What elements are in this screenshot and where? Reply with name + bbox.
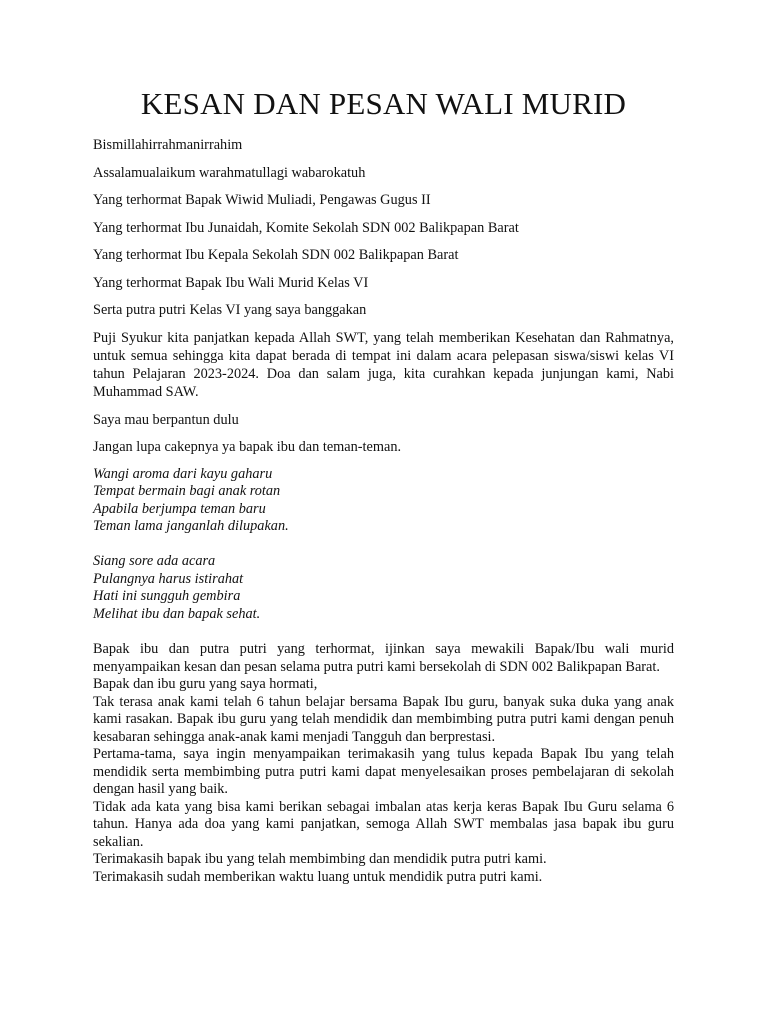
salutation-pengawas: Yang terhormat Bapak Wiwid Muliadi, Pengawas Gugus II — [93, 192, 431, 208]
opening-paragraph: Puji Syukur kita panjatkan kepada Allah SWT, yang telah memberikan Kesehatan dan Rahmatnya, untuk semua sehingga kita dapat berada di tempat ini dalam acara pelepasan siswa/siswi kelas VI tahun Pelajaran 2023-2024. Doa dan salam juga, kita curahkan kepada junjungan kami, Nabi Muhammad SAW. — [93, 329, 674, 400]
pantun-line: Pulangnya harus istirahat — [93, 570, 244, 587]
pantun-line: Teman lama janganlah dilupakan. — [93, 518, 289, 534]
pantun-line: Siang sore ada acara — [93, 553, 216, 569]
pantun-stanza-1 — [93, 466, 674, 536]
body-paragraph-ijinkan: Bapak ibu dan putra putri yang terhormat, ijinkan saya mewakili Bapak/Ibu wali murid menyampaikan kesan dan pesan selama putra putri kami bersekolah di SDN 002 Balikpapan Barat. — [93, 641, 674, 675]
pantun-stanza-2 — [93, 553, 674, 623]
pantun-line: Wangi aroma dari kayu gaharu — [93, 465, 273, 482]
body-paragraph-tak-terasa: Tak terasa anak kami telah 6 tahun belajar bersama Bapak Ibu guru, banyak suka duka yang anak kami rasakan. Bapak ibu guru yang telah mendidik dan membimbing putra putri kami dengan penuh kesabaran sehingga anak-anak kami menjadi Tangguh dan berprestasi. — [93, 693, 674, 745]
salutation-greeting: Assalamualaikum warahmatullagi wabarokatuh — [93, 164, 366, 181]
salutation-wali-murid: Yang terhormat Bapak Ibu Wali Murid Kelas VI — [93, 274, 369, 291]
salutation-basmalah: Bismillahirrahmanirrahim — [93, 137, 243, 153]
body-paragraph-tidak-ada-kata: Tidak ada kata yang bisa kami berikan sebagai imbalan atas kerja keras Bapak Ibu Guru selama 6 tahun. Hanya ada doa yang kami panjatkan, semoga Allah SWT membalas jasa bapak ibu guru sekalian. — [93, 798, 674, 850]
document-title: KESAN DAN PESAN WALI MURID — [140, 86, 627, 121]
pantun-line: Tempat bermain bagi anak rotan — [93, 483, 281, 499]
pantun-intro-2: Jangan lupa cakepnya ya bapak ibu dan teman-teman. — [93, 439, 402, 455]
body-paragraph-pertama: Pertama-tama, saya ingin menyampaikan terimakasih yang tulus kepada Bapak Ibu yang telah mendidik serta membimbing putra putri kami dapat menyelesaikan proses pembelajaran di sekolah dengan hasil yang baik. — [93, 746, 674, 797]
salutation-komite: Yang terhormat Ibu Junaidah, Komite Sekolah SDN 002 Balikpapan Barat — [93, 219, 519, 236]
body-paragraph-terimakasih-1: Terimakasih bapak ibu yang telah membimbing dan mendidik putra putri kami. — [93, 851, 547, 867]
salutation-putra-putri: Serta putra putri Kelas VI yang saya banggakan — [93, 302, 367, 318]
body-paragraph-hormati: Bapak dan ibu guru yang saya hormati, — [93, 676, 318, 692]
body-paragraph-terimakasih-2: Terimakasih sudah memberikan waktu luang untuk mendidik putra putri kami. — [93, 868, 543, 885]
pantun-line: Hati ini sungguh gembira — [93, 588, 241, 604]
pantun-line: Apabila berjumpa teman baru — [93, 500, 266, 517]
salutation-kepala-sekolah: Yang terhormat Ibu Kepala Sekolah SDN 002 Balikpapan Barat — [93, 247, 459, 263]
pantun-line: Melihat ibu dan bapak sehat. — [93, 605, 261, 622]
pantun-intro: Saya mau berpantun dulu — [93, 411, 239, 428]
